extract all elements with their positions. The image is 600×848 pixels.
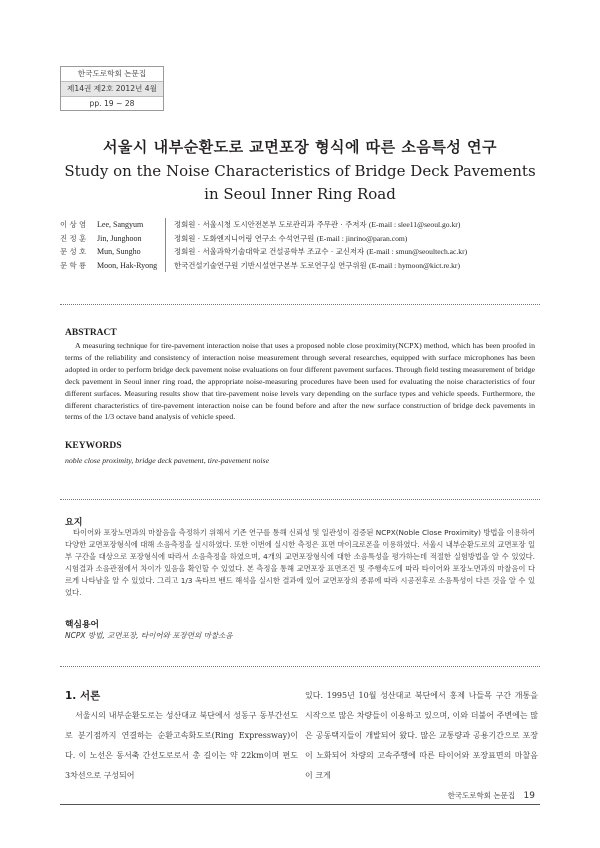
page-number: 19: [523, 791, 535, 801]
korean-abstract-text: 타이어와 포장노면과의 마찰음을 측정하기 위해서 기존 연구를 통해 신뢰성 및 일관성이 검증된 NCPX(Noble Close Proximity) 방법을 이용하여 다양한 교면포장형식에 대해 소음측정을 실시하였다. 또한 이번에 실시한 측정은 표면 마이크로폰을 이용하였다. 서울시 내부순환도로의 교면포장 일부 구간을 대상으로 포장형식에 따라서 소음측정을 하였으며, 4개의 교면포장형식에 대한 소음특성을 평가하는데 적절한 실험방법을 알 수 있었다. 시험결과 소음관점에서 차이가 있음을 확인할 수 있었다. 본 측정을 통해 교면포장 표면조건 및 주행속도에 따라 타이어와 포장노면과의 마찰음이 다르게 나타남을 알 수 있었다. 그리고 1/3 옥타브 밴드 해석을 실시한 결과에 있어 교면포장의 종류에 따라 시공전후로 소음특성이 다른 것을 알 수 있었다.: [65, 528, 535, 598]
title-english-line2: in Seoul Inner Ring Road: [204, 185, 396, 203]
author-list: [60, 218, 540, 272]
author-korean-name: 문 성 호: [60, 247, 87, 257]
author-email: (E-mail : smun@seoultech.ac.kr): [366, 247, 468, 256]
abstract-text: A measuring technique for tire-pavement interaction noise that uses a proposed noble close proximity(NCPX) method, which has been proofed in terms of the reliability and consistency of interaction noise measurement through several researches, equipped with surface microphones has been adopted in order to perform bridge deck pavement noise evaluations on four different pavement surfaces. Through field testing measurement of bridge deck pavement in Seoul inner ring road, the appropriate noise-measuring procedures have been used for evaluating the noise characteristics of four different surfaces. Measuring results show that tire-pavement noise levels vary depending on the surface types and vehicle speeds. Furthermore, the different characteristics of tire-pavement interaction noise can be found before and after the new surface construction of bridge deck pavements in terms of the 1/3 octave band analysis of vehicle speed.: [65, 341, 535, 422]
author-row: [60, 218, 540, 232]
author-affiliation: [165, 259, 460, 273]
author-affiliation: [165, 218, 460, 232]
divider: [60, 666, 540, 667]
author-english-name: Moon, Hak-Ryong: [97, 260, 158, 270]
author-row: [60, 245, 540, 259]
author-email: (E-mail : slee11@seoul.go.kr): [368, 220, 461, 229]
footer-journal: 한국도로학회 논문집: [447, 791, 516, 800]
korean-keywords-text: NCPX 방법, 교면포장, 타이어와 포장면의 마찰소음: [65, 631, 233, 640]
journal-info-box: [60, 66, 164, 111]
author-korean-name: 문 학 룡: [60, 260, 87, 270]
affiliation-text: 한국건설기술연구원 기반시설연구본부 도로연구실 연구위원: [174, 260, 367, 270]
korean-abstract-heading: 요지: [65, 518, 83, 528]
title-english: [0, 160, 600, 206]
affiliation-text: 정회원 · 서울과학기술대학교 건설공학부 조교수 · 교신저자: [174, 247, 365, 256]
affiliation-text: 정회원 · 도화엔지니어링 연구소 수석연구원: [174, 233, 315, 243]
author-affiliation: [165, 232, 407, 246]
author-row: [60, 232, 540, 246]
author-email: (E-mail : hymoon@kict.re.kr): [369, 260, 460, 270]
author-korean-name: 이 상 염: [60, 220, 87, 230]
section-heading: 1. 서론: [65, 690, 101, 702]
author-english-name: Lee, Sangyum: [97, 220, 144, 230]
divider: [60, 499, 540, 500]
body-column-right: 있다. 1995년 10월 성산대교 북단에서 홍제 나들목 구간 개통을 시작으로 많은 차량들이 이용하고 있으며, 이와 더불어 주변에는 많은 공동택지들이 개발되어 왔다. 많은 교통량과 공용기간으로 포장이 노화되어 차량의 고속주행에 따른 타이어와 포장표면의 마찰음이 크게: [305, 691, 538, 780]
body-column-left: 서울시의 내부순환도로는 성산대교 북단에서 성동구 동부간선도로 분기점까지 연결하는 순환고속화도로(Ring Expressway)이다. 이 노선은 동서축 간선도로로서 총 길이는 약 22km이며 편도 3차선으로 구성되어: [65, 711, 298, 780]
author-english-name: Mun, Sungho: [97, 247, 141, 257]
title-korean: 서울시 내부순환도로 교면포장 형식에 따른 소음특성 연구: [102, 138, 498, 156]
author-affiliation: [165, 245, 467, 259]
korean-keywords-heading: 핵심용어: [65, 620, 99, 630]
affiliation-text: 정회원 · 서울시청 도시안전본부 도로관리과 주무관 · 주저자: [174, 220, 367, 229]
page-footer: [448, 790, 535, 801]
keywords-heading: KEYWORDS: [65, 441, 122, 451]
divider: [60, 304, 540, 305]
author-korean-name: 진 정 훈: [60, 233, 87, 243]
journal-volume: 제14권 제2호 2012년 4월: [61, 82, 163, 97]
abstract-heading: ABSTRACT: [65, 328, 117, 338]
footer-rule: [60, 804, 540, 805]
keywords-text: noble close proximity, bridge deck pavement, tire-pavement noise: [65, 456, 270, 465]
journal-name: 한국도로학회 논문집: [61, 67, 163, 82]
author-email: (E-mail : jinrino@paran.com): [316, 233, 408, 243]
title-english-line1: Study on the Noise Characteristics of Bridge Deck Pavements: [64, 162, 536, 180]
journal-pages: pp. 19 ~ 28: [89, 99, 135, 108]
author-english-name: Jin, Junghoon: [97, 233, 142, 243]
author-row: [60, 259, 540, 273]
